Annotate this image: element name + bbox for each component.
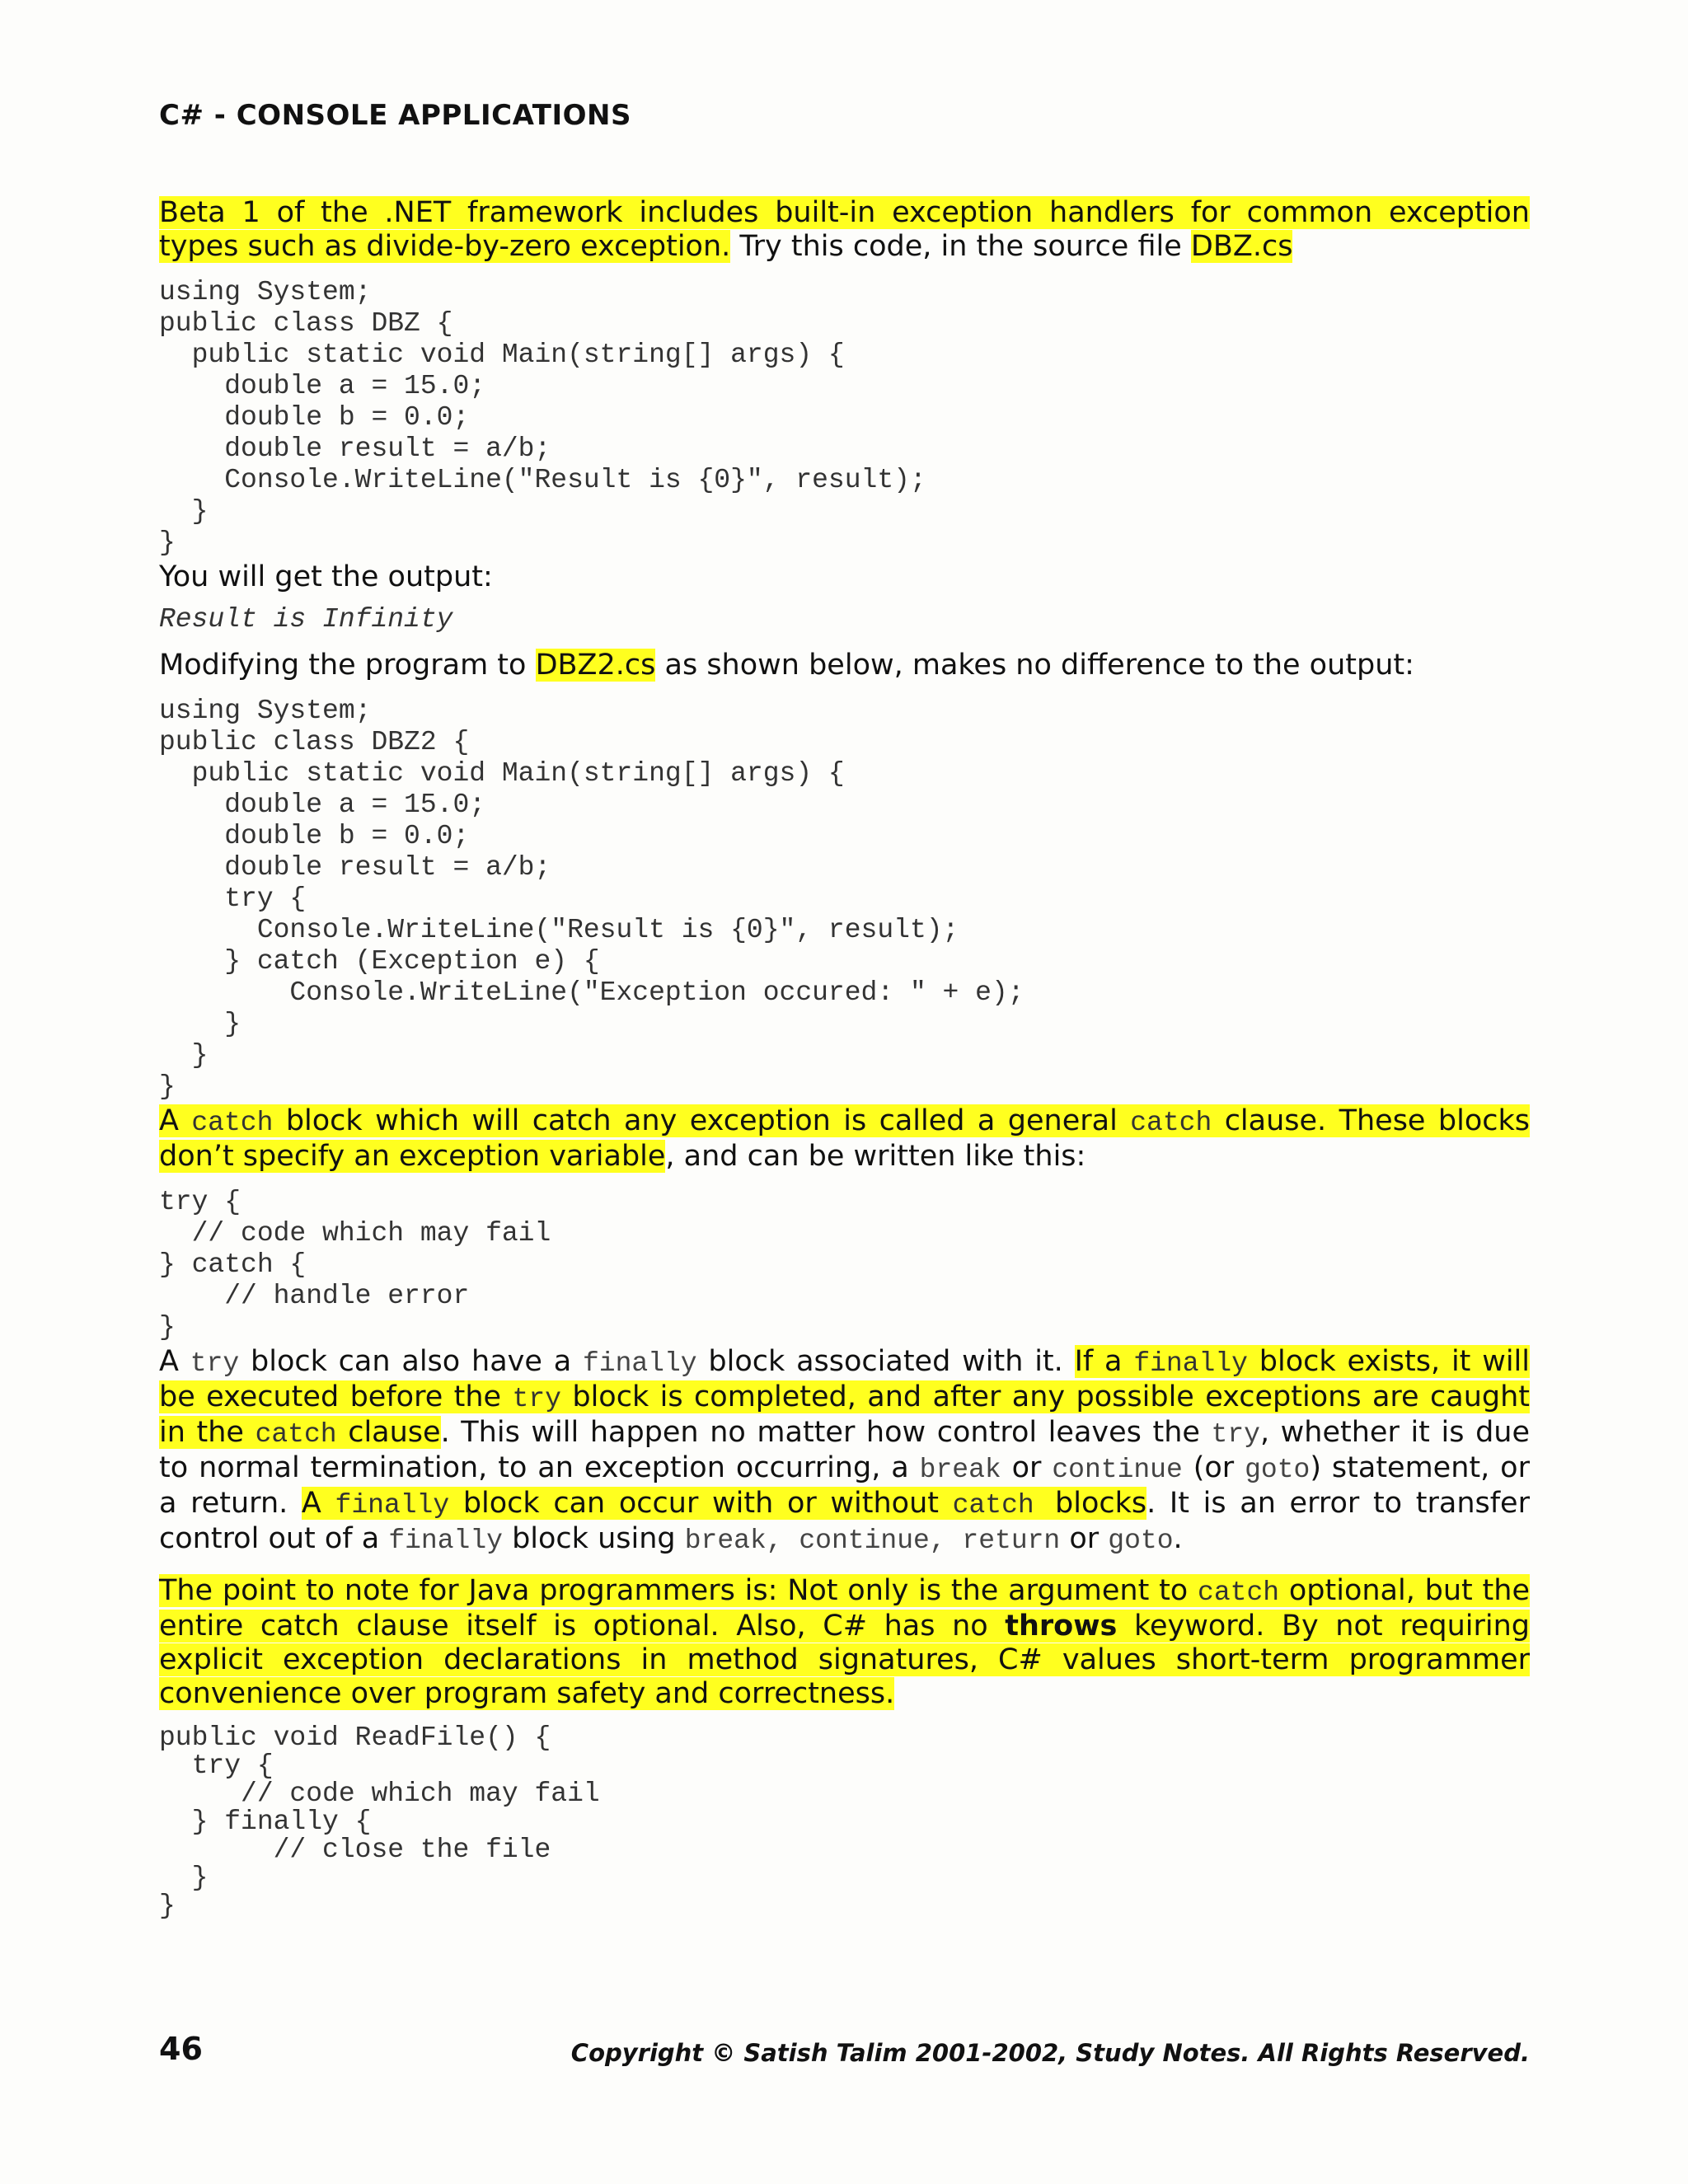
page-header-title: C# - CONSOLE APPLICATIONS <box>159 99 631 132</box>
code-block-readfile: public void ReadFile() { try { // code which may fail } finally { // close the file } } <box>159 1722 600 1921</box>
body-text: Try this code, in the source file <box>730 230 1191 263</box>
code-block-dbz2: using System; public class DBZ2 { public static void Main(string[] args) { double a = 15.0; double b = 0.0; double result = a/b; try { Console.WriteLine("Result is {0}", result); } catch (Exception e) { Console.WriteLine("Exception occured: " + e); } } } <box>159 696 1025 1102</box>
page-number: 46 <box>159 2031 203 2067</box>
paragraph-intro <box>159 196 1530 264</box>
code-block-dbz: using System; public class DBZ { public static void Main(string[] args) { double a = 15.0; double b = 0.0; double result = a/b; Console.WriteLine("Result is {0}", result); } } <box>159 277 926 558</box>
code-block-general-catch: try { // code which may fail } catch { // handle error } <box>159 1187 551 1343</box>
highlight-text: Beta 1 of the .NET framework includes built-in exception handlers for common exception types such as divide-by-zero exception. <box>159 196 1530 263</box>
inline-code: try <box>190 1348 240 1379</box>
body-text: , and can be written like this: <box>665 1140 1086 1173</box>
inline-code: catch <box>191 1108 274 1138</box>
inline-code: catch <box>1130 1108 1212 1138</box>
output-result: Result is Infinity <box>159 604 453 635</box>
paragraph-modify <box>159 649 1530 682</box>
body-text: as shown below, makes no difference to the output: <box>655 649 1414 682</box>
highlight-text: A catch block which will catch any exception is called a general catch clause. These blocks don’t specify an exception variable <box>159 1104 1530 1173</box>
paragraph-finally: A try block can also have a finally block associated with it. If a finally block exists, it will be executed before the try block is completed, and after any possible exceptions are caught in the catch clause. This will happen no matter how control leaves the try, whether it is due to normal termination, to an exception occurring, a break or continue (or goto) statement, or a return. A finally block can occur with or without catch blocks. It is an error to transfer control out of a finally block using break, continue, return or goto. <box>159 1345 1531 1556</box>
copyright-notice: Copyright © Satish Talim 2001-2002, Study Notes. All Rights Reserved. <box>570 2039 1530 2067</box>
file-name-highlight: DBZ.cs <box>1190 230 1293 263</box>
document-body <box>159 196 1530 1920</box>
paragraph-java-note <box>159 1574 1530 1711</box>
output-intro: You will get the output: <box>159 560 493 593</box>
file-name-highlight: DBZ2.cs <box>535 649 656 682</box>
inline-code: catch <box>1198 1577 1280 1608</box>
highlight-text: A finally block can occur with or without catch blocks <box>301 1487 1147 1521</box>
body-text: Modifying the program to <box>159 649 536 682</box>
highlight-text: The point to note for Java programmers is: Not only is the argument to catch optional, but the entire catch clause itself is optional. Also, C# has no throws keyword. By not requiring explicit exception declarations in method signatures, C# values short-term programmer convenience over program safety and correctness. <box>159 1574 1530 1710</box>
highlight-text: If a finally block exists, it will be executed before the try block is completed, and after any possible exceptions are caught in the catch clause <box>159 1345 1531 1450</box>
bold-keyword: throws <box>1005 1610 1118 1643</box>
inline-code: finally <box>582 1348 697 1379</box>
paragraph-general-catch <box>159 1104 1530 1174</box>
